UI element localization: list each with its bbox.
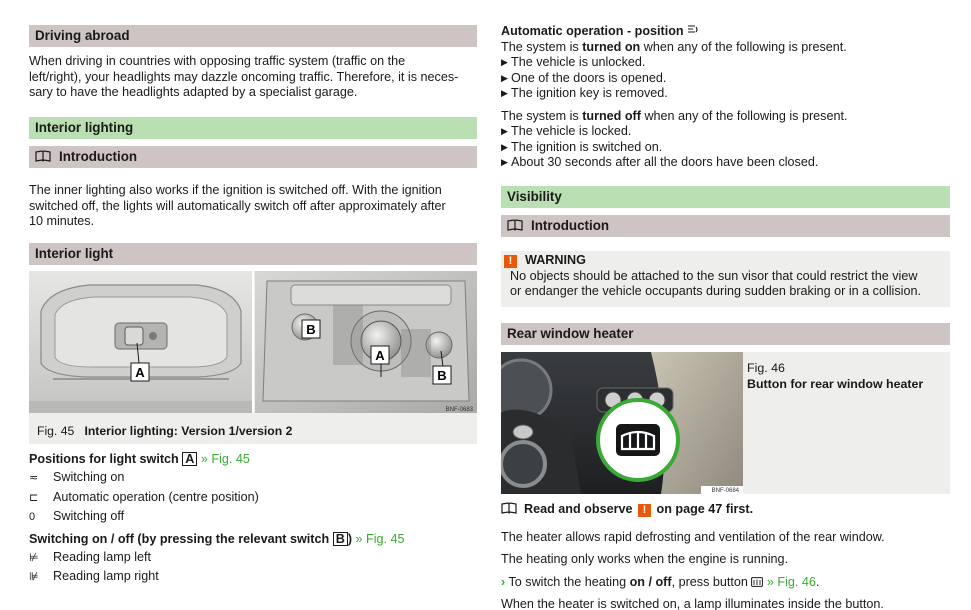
figure-code: BNF-0683 [445, 407, 473, 413]
dashboard-illustration [501, 352, 743, 494]
list-item: ▶ About 30 seconds after all the doors have been closed. [501, 155, 819, 169]
bullet-arrow-icon: ▶ [501, 141, 508, 152]
rear-heater-text: Read and observe ! on page 47 first. The heater allows rapid defrosting and ventilation of the rear window. The heating only works when the engine is running. › To switch the heating on / off, press button » Fig. 46. When the heater is switched on, a lamp illuminates inside the button. [501, 502, 950, 610]
heading-interior-lighting: Interior lighting [29, 117, 477, 139]
list-item: 0 Switching off [29, 509, 477, 525]
warning-box: ! WARNING No objects should be attached to the sun visor that could restrict the view or endanger the vehicle occupants during sudden braking or in a collision. [501, 251, 950, 307]
light-auto-icon: ⊏ [29, 491, 39, 504]
fig-45-link-2[interactable]: » Fig. 45 [355, 531, 405, 546]
warning-icon: ! [504, 255, 517, 268]
book-icon [35, 150, 51, 162]
automatic-operation-title: Automatic operation - position [501, 24, 950, 40]
step-switch-heating: › To switch the heating on / off, press button » Fig. 46. [501, 574, 820, 589]
label-a-panel-2: A [375, 348, 385, 363]
heading-introduction-lighting: Introduction [29, 146, 477, 168]
step-arrow-icon: › [501, 574, 506, 589]
interior-light-illustration [29, 271, 477, 413]
heading-rear-window-heater: Rear window heater [501, 323, 950, 345]
figure-45 [29, 271, 477, 444]
heading-interior-light: Interior light [29, 243, 477, 265]
light-off-icon: 0 [29, 511, 36, 524]
heading-introduction-visibility: Introduction [501, 215, 950, 237]
rear-window-heater-icon [751, 577, 763, 587]
figure-46 [501, 352, 950, 494]
list-item: ⊏ Automatic operation (centre position) [29, 490, 477, 506]
read-and-observe: Read and observe ! on page 47 first. [501, 502, 950, 518]
heading-driving-abroad: Driving abroad [29, 25, 477, 47]
list-item: ⊭ Reading lamp left [29, 550, 477, 566]
list-item: ▶ The vehicle is locked. [501, 124, 632, 138]
book-icon [507, 219, 523, 231]
list-item: ≂ Switching on [29, 470, 477, 486]
driving-abroad-text: When driving in countries with opposing traffic system (traffic on the left/right), your headlights may dazzle oncoming traffic. Therefore, it is neces- sary to have the headlights adapted by a specialist garage. [29, 54, 459, 99]
bullet-arrow-icon: ▶ [501, 126, 508, 136]
interior-lighting-text: The inner lighting also works if the ignition is switched off. With the ignition switched off, the lights will automatically switch off after approximately after 10 minutes. [29, 183, 446, 228]
automatic-operation-section: Automatic operation - position The system is turned on when any of the following is present. ▶ The vehicle is unlocked. ▶ One of the doors is opened. ▶ The ignition key is removed. The system is turned off when any of the following is present. ▶ The vehicle is locked. ▶ The ignition is switched on. ▶ About 30 seconds after all the doors have been closed. [501, 24, 950, 171]
list-item: ▶ The ignition is switched on. [501, 139, 663, 154]
bullet-arrow-icon: ▶ [501, 88, 508, 98]
bullet-arrow-icon: ▶ [501, 57, 508, 67]
bullet-arrow-icon: ▶ [501, 72, 508, 83]
switching-title: Switching on / off (by pressing the relevant switch B ) » Fig. 45 [29, 531, 405, 546]
fig-46-link[interactable]: » Fig. 46 [766, 574, 816, 589]
list-item: ▶ The ignition key is removed. [501, 86, 668, 100]
list-item: ▶ The vehicle is unlocked. [501, 55, 646, 69]
reading-lamp-right-icon: ⊯ [29, 571, 39, 584]
figure-45-caption: Fig. 45 Interior lighting: Version 1/version 2 [37, 424, 293, 438]
list-item: ⊯ Reading lamp right [29, 569, 477, 585]
book-icon [501, 502, 517, 514]
label-b-panel-2-left: B [306, 322, 316, 337]
positions-section [29, 452, 477, 586]
warning-title: ! WARNING [504, 253, 950, 269]
figure-code: BNF-0684 [711, 488, 739, 494]
label-a-panel-1: A [135, 365, 145, 380]
fig-45-link[interactable]: » Fig. 45 [200, 452, 250, 466]
list-item: ▶ One of the doors is opened. [501, 70, 667, 85]
light-on-icon: ≂ [29, 472, 39, 485]
heading-visibility: Visibility [501, 186, 950, 208]
reading-lamp-left-icon: ⊭ [29, 552, 39, 565]
label-b-panel-2-right: B [437, 368, 447, 383]
figure-46-caption: Fig. 46 Button for rear window heater [747, 361, 924, 391]
warning-icon[interactable]: ! [638, 504, 651, 517]
interior-light-auto-icon [687, 25, 699, 34]
bullet-arrow-icon: ▶ [501, 157, 508, 167]
positions-title: Positions for light switch A » Fig. 45 [29, 452, 250, 466]
